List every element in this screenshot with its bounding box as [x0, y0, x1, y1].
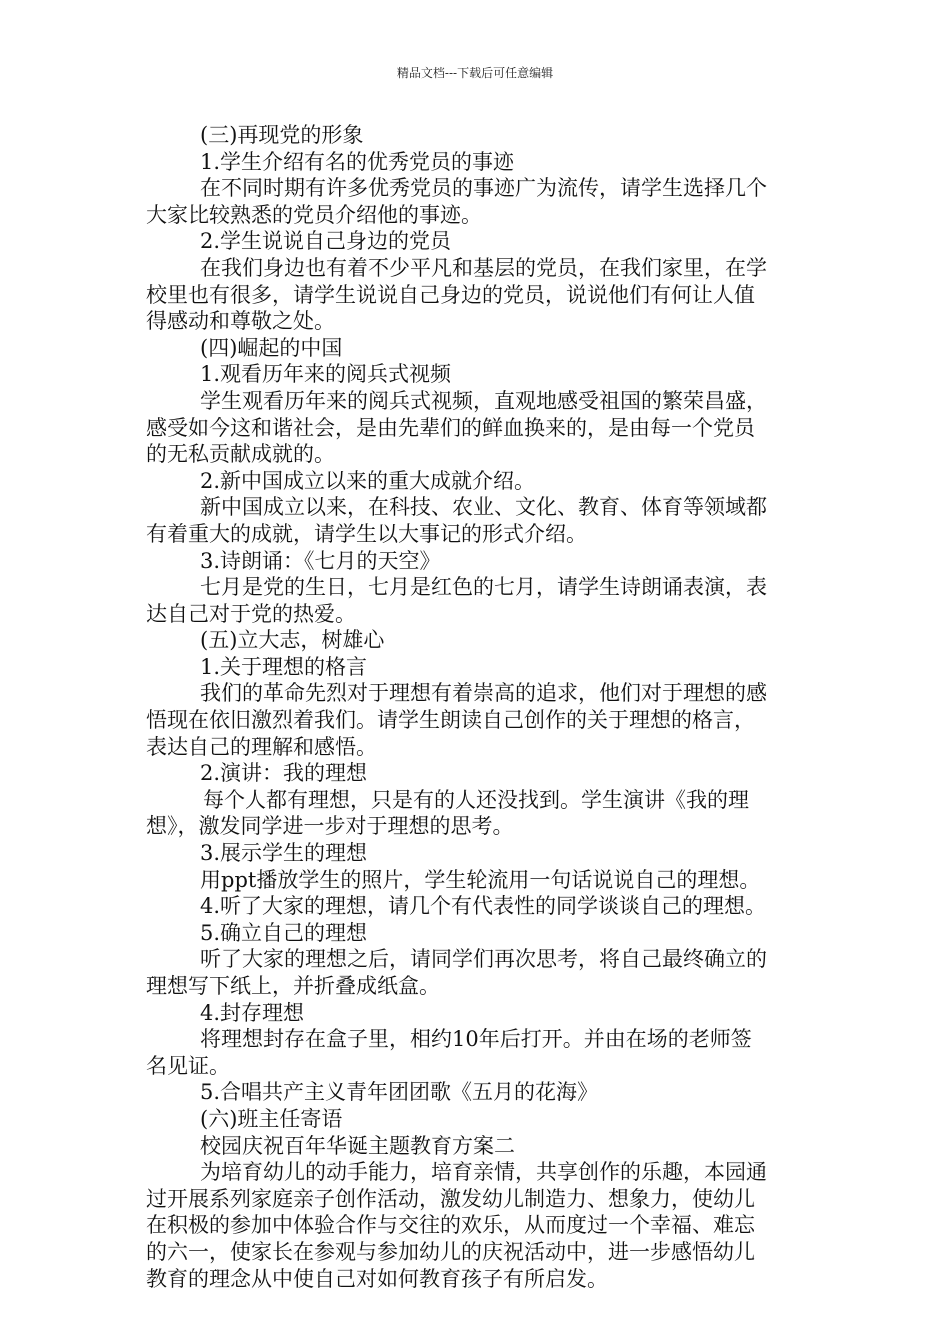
- document-body: [146, 122, 811, 1292]
- item-heading: 2.演讲：我的理想: [200, 761, 368, 786]
- item-heading: 1.观看历年来的阅兵式视频: [200, 362, 452, 387]
- item-heading: 5.确立自己的理想: [200, 920, 368, 945]
- item-heading: 3.诗朗诵：《七月的天空》: [200, 548, 441, 573]
- paragraph-line: 的六一，使家长在参观与参加幼儿的庆祝活动中，进一步感悟幼儿: [146, 1239, 755, 1264]
- paragraph-line: 理想写下纸上，并折叠成纸盒。: [146, 974, 440, 998]
- paragraph-line: 在不同时期有许多优秀党员的事迹广为流传，请学生选择几个: [200, 176, 767, 201]
- section-heading: (三)再现党的形象: [200, 123, 364, 147]
- paragraph-line: 过开展系列家庭亲子创作活动，激发幼儿制造力、想象力，使幼儿: [146, 1186, 755, 1211]
- item-heading: 1.关于理想的格言: [200, 654, 368, 679]
- item-heading: 3.展示学生的理想: [200, 841, 368, 866]
- paragraph-line: 的无私贡献成就的。: [146, 442, 335, 467]
- paragraph-line: 大家比较熟悉的党员介绍他的事迹。: [146, 202, 482, 227]
- paragraph-line: 新中国成立以来，在科技、农业、文化、教育、体育等领域都: [200, 495, 767, 520]
- paragraph-line: 表达自己的理解和感悟。: [146, 734, 377, 759]
- paragraph-line: 感受如今这和谐社会，是由先辈们的鲜血换来的，是由每一个党员: [146, 415, 755, 440]
- paragraph-line: 有着重大的成就，请学生以大事记的形式介绍。: [146, 521, 587, 546]
- paragraph-line: 名见证。: [146, 1053, 230, 1078]
- paragraph-line: 听了大家的理想之后，请同学们再次思考，将自己最终确立的: [200, 947, 767, 972]
- item-heading: 4.听了大家的理想，请几个有代表性的同学谈谈自己的理想。: [200, 894, 767, 919]
- item-heading: 5.合唱共产主义青年团团歌《五月的花海》: [200, 1080, 599, 1105]
- item-heading: 1.学生介绍有名的优秀党员的事迹: [200, 149, 515, 174]
- section-heading: (五)立大志，树雄心: [200, 628, 385, 653]
- paragraph-line: 在积极的参加中体验合作与交往的欢乐，从而度过一个幸福、难忘: [146, 1213, 755, 1238]
- paragraph-line: 悟现在依旧激烈着我们。请学生朗读自己创作的关于理想的格言，: [146, 708, 755, 733]
- paragraph-line: 在我们身边也有着不少平凡和基层的党员，在我们家里，在学: [200, 255, 767, 280]
- section-heading: (四)崛起的中国: [200, 335, 343, 360]
- paragraph-line: 校里也有很多，请学生说说自己身边的党员，说说他们有何让人值: [146, 282, 755, 307]
- paragraph-line: 得感动和尊敬之处。: [146, 309, 335, 334]
- paragraph-line: 想》，激发同学进一步对于理想的思考。: [146, 814, 514, 839]
- paragraph-line: 用ppt播放学生的照片，学生轮流用一句话说说自己的理想。: [200, 867, 761, 892]
- section-heading: (六)班主任寄语: [200, 1106, 343, 1131]
- paragraph-line: 我们的革命先烈对于理想有着崇高的追求，他们对于理想的感: [200, 681, 767, 706]
- item-heading: 4.封存理想: [200, 1000, 305, 1025]
- paragraph-line: 达自己对于党的热爱。: [146, 601, 356, 626]
- paragraph-line: 为培育幼儿的动手能力，培育亲情，共享创作的乐趣，本园通: [200, 1160, 767, 1185]
- item-heading: 2.新中国成立以来的重大成就介绍。: [200, 468, 536, 493]
- item-heading: 2.学生说说自己身边的党员: [200, 229, 452, 254]
- document-subtitle: 校园庆祝百年华诞主题教育方案二: [200, 1133, 515, 1158]
- paragraph-line: 学生观看历年来的阅兵式视频，直观地感受祖国的繁荣昌盛，: [200, 388, 767, 413]
- paragraph-line: 将理想封存在盒子里，相约10年后打开。并由在场的老师签: [200, 1027, 752, 1052]
- paragraph-line: 教育的理念从中使自己对如何教育孩子有所启发。: [146, 1266, 608, 1291]
- paragraph-line: 每个人都有理想，只是有的人还没找到。学生演讲《我的理: [203, 787, 749, 812]
- page-header: 精品文档---下载后可任意编辑: [396, 66, 554, 80]
- paragraph-line: 七月是党的生日，七月是红色的七月，请学生诗朗诵表演，表: [200, 575, 767, 600]
